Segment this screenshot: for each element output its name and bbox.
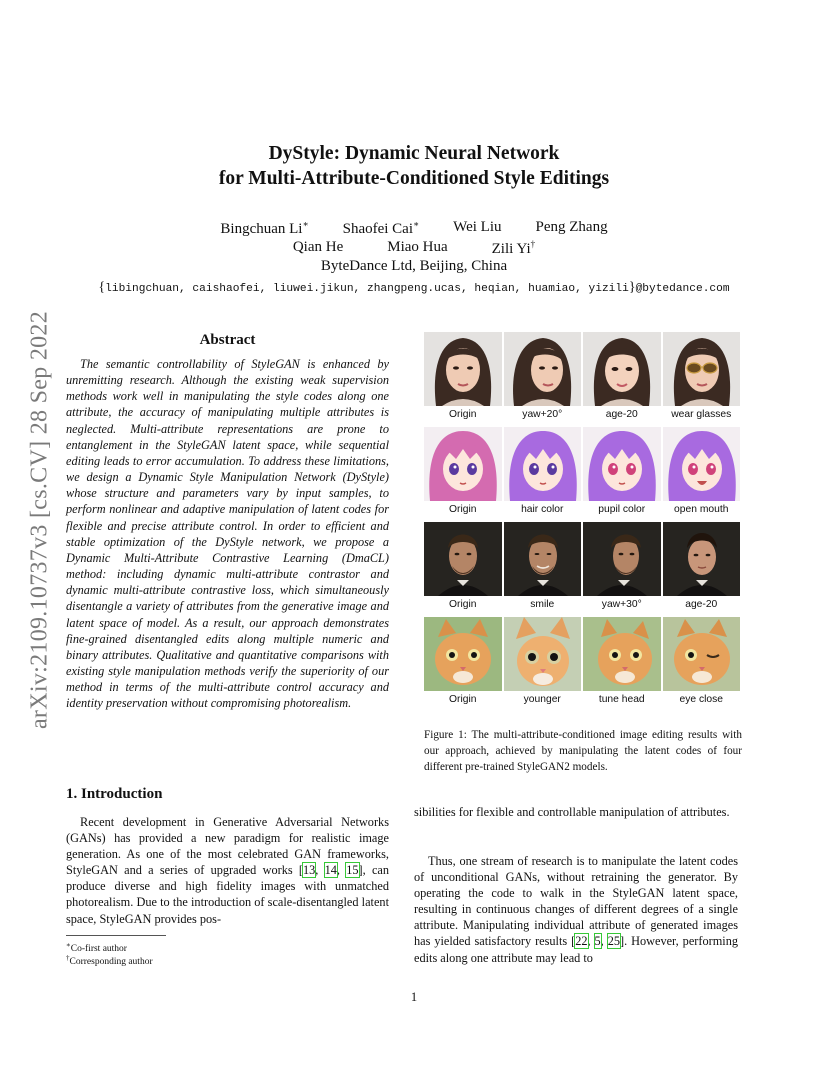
anime-hair-image	[504, 427, 582, 501]
anime-pupil-image	[583, 427, 661, 501]
author: Shaofei Cai∗	[342, 219, 420, 237]
title-line-1: DyStyle: Dynamic Neural Network	[268, 143, 560, 164]
arxiv-side-label	[10, 285, 70, 755]
right-paragraph-1: sibilities for flexible and controllable manipulation of attributes.	[414, 805, 730, 819]
image-label: Origin	[449, 599, 477, 610]
portrait-origin-image	[424, 522, 502, 596]
paper-title	[0, 141, 828, 191]
figure-row-portrait	[424, 522, 740, 596]
anime-mouth-image	[663, 427, 741, 501]
image-label: smile	[530, 599, 555, 610]
abstract-heading: Abstract	[199, 332, 256, 348]
citation-link[interactable]: 14	[324, 863, 337, 878]
woman-yaw-image	[504, 332, 582, 406]
image-label: tune head	[598, 694, 645, 705]
authors-row-1	[0, 219, 828, 238]
cat-younger-image	[504, 617, 582, 691]
figure-row-portrait-labels	[424, 596, 740, 613]
footnote-cofirst: ∗Co-first author	[66, 941, 127, 955]
introduction-paragraph: Recent development in Generative Adversarial Networks (GANs) has provided a new paradigm for realistic image generation. As one of the most celebrated GAN frameworks, StyleGAN and a series of upgraded works [13, 14, 15], can produce diverse and high fidelity images with unmatched photorealism. Due to the introduction of scale-disentangled latent space, StyleGAN provides pos-	[66, 815, 390, 926]
portrait-yaw-image	[583, 522, 661, 596]
abstract-text: The semantic controllability of StyleGAN is enhanced by unremitting research. Although the existing weak supervision methods work well in manipulating the style codes along one attribute, the accuracy of manipulating multiple attributes is neglected. Multi-attribute representations are prone to entanglement in the StyleGAN latent space, while sequential editing leads to error accumulation. To address these limitations, we design a Dynamic Style Manipulation Network (DyStyle) whose structure and parameters vary by input samples, to perform nonlinear and adaptive manipulation of latent codes for flexible and precise attribute control. In order to efficient and stable optimization of the DyStyle network, we propose a Dynamic Multi-Attribute Contrastive Learning (DmaCL) method: including dynamic multi-attribute contrastor and dynamic multi-attribute contrastive loss, which simultaneously disentangle a variety of attributes from the generative image and latent space of model. As a result, our approach demonstrates fine-grained disentangled edits along multiple numeric and binary attributes. Qualitative and quantitative comparisons with existing style manipulation methods verify the superiority of our method in terms of the multi-attribute control accuracy and identity preservation without compromising photorealism.	[66, 357, 389, 711]
figure-row-anime	[424, 427, 740, 501]
image-label: age-20	[685, 599, 718, 610]
figure-row-woman-labels	[424, 406, 740, 423]
author-emails: {libingchuan, caishaofei, liuwei.jikun, zhangpeng.ucas, heqian, huamiao, yizili}@bytedance.com	[98, 280, 730, 295]
image-label: eye close	[679, 694, 723, 705]
woman-origin-image	[424, 332, 502, 406]
right-paragraph-2: Thus, one stream of research is to manipulate the latent codes of unconditional GANs, without retraining the generator. By operating the code to walk in the StyleGAN latent space, resulting in continuous changes of different degrees of a single attribute. Manipulating individual attribute of generated images has yielded satisfactory results [22, 5, 25]. However, performing edits along one attribute may lead to	[414, 854, 738, 965]
image-label: yaw+20°	[522, 409, 563, 420]
image-label: open mouth	[674, 504, 729, 515]
citation-link[interactable]: 22	[575, 934, 588, 949]
woman-age-image	[583, 332, 661, 406]
cat-eye-close-image	[663, 617, 741, 691]
footnote-rule	[66, 935, 166, 936]
image-label: pupil color	[598, 504, 646, 515]
author: Peng Zhang	[535, 219, 608, 235]
cat-origin-image	[424, 617, 502, 691]
page-number: 1	[410, 990, 418, 1004]
author: Zili Yi†	[491, 239, 536, 257]
arxiv-identifier: arXiv:2109.10737v3 [cs.CV] 28 Sep 2022	[26, 310, 53, 730]
cat-tune-head-image	[583, 617, 661, 691]
image-label: Origin	[449, 694, 477, 705]
figure-row-cat-labels	[424, 691, 740, 708]
image-label: Origin	[449, 504, 477, 515]
figure-row-cat	[424, 617, 740, 691]
anime-origin-image	[424, 427, 502, 501]
figure-1	[424, 332, 740, 712]
woman-glasses-image	[663, 332, 741, 406]
author: Wei Liu	[453, 219, 502, 235]
citation-link[interactable]: 25	[607, 934, 620, 949]
image-label: yaw+30°	[601, 599, 642, 610]
portrait-smile-image	[504, 522, 582, 596]
image-label: hair color	[521, 504, 564, 515]
footnote-corresponding: †Corresponding author	[66, 954, 153, 968]
image-label: wear glasses	[671, 409, 732, 420]
image-label: younger	[523, 694, 561, 705]
author: Bingchuan Li∗	[220, 219, 309, 237]
author: Qian He	[292, 239, 344, 255]
author: Miao Hua	[387, 239, 448, 255]
figure-caption: Figure 1: The multi-attribute-conditioned image editing results with our approach, achieved by manipulating the latent codes of four different pre-trained StyleGAN2 models.	[424, 729, 742, 773]
figure-row-anime-labels	[424, 501, 740, 518]
introduction-heading: 1. Introduction	[66, 786, 163, 802]
figure-row-woman	[424, 332, 740, 406]
citation-link[interactable]: 5	[594, 934, 601, 949]
portrait-age-image	[663, 522, 741, 596]
image-label: Origin	[449, 409, 477, 420]
image-label: age-20	[605, 409, 638, 420]
citation-link[interactable]: 15	[346, 863, 359, 878]
authors-row-2	[0, 239, 828, 258]
title-line-2: for Multi-Attribute-Conditioned Style Editings	[218, 168, 610, 189]
affiliation: ByteDance Ltd, Beijing, China	[320, 258, 508, 274]
citation-link[interactable]: 13	[302, 863, 316, 878]
